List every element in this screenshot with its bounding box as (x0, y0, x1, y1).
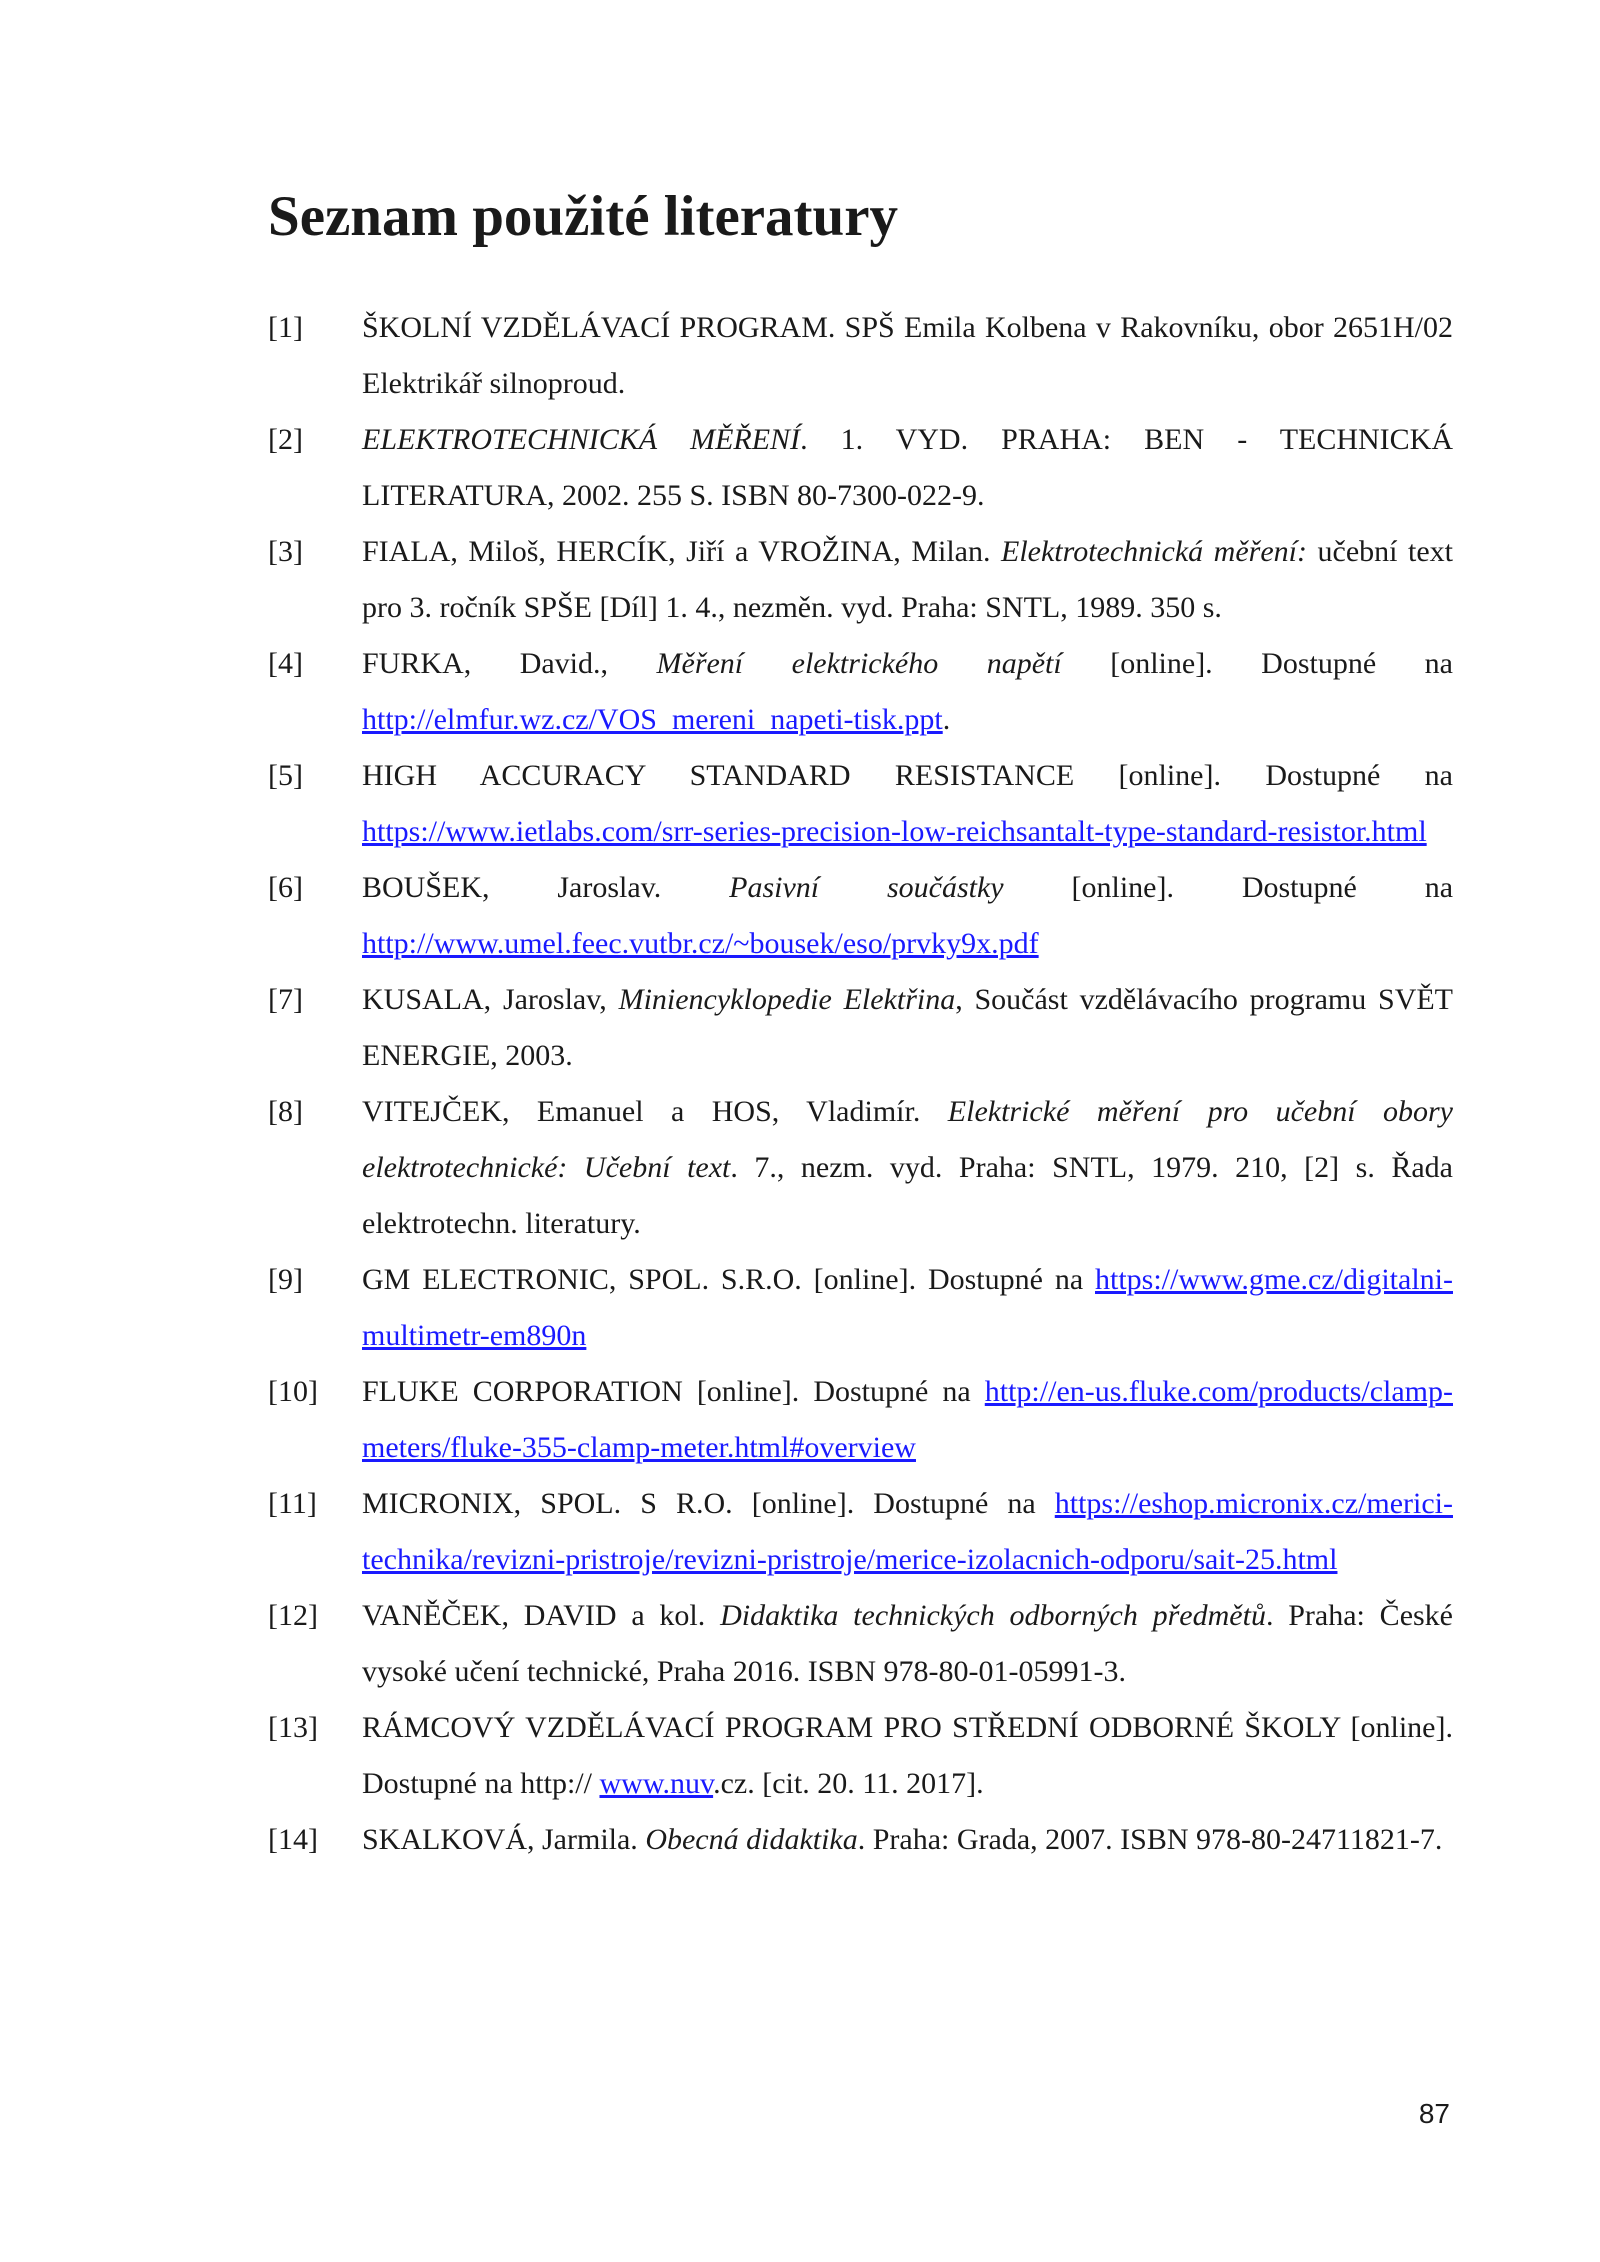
reference-text: HIGH ACCURACY STANDARD RESISTANCE [online]. Dostupné na https://www.ietlabs.com/srr-series-precision-low-reichsantalt-type-standard-resistor.html (362, 759, 1453, 848)
reference-number: [3] (268, 535, 303, 568)
reference-number: [2] (268, 423, 303, 456)
reference-item (268, 636, 1453, 748)
reference-text: ŠKOLNÍ VZDĚLÁVACÍ PROGRAM. SPŠ Emila Kolbena v Rakovníku, obor 2651H/02 Elektrikář silnoproud. (362, 311, 1453, 400)
reference-text: VITEJČEK, Emanuel a HOS, Vladimír. Elektrické měření pro učební obory elektrotechnické: Učební text. 7., nezm. vyd. Praha: SNTL, 1979. 210, [2] s. Řada elektrotechn. literatury. (362, 1095, 1453, 1240)
page-title: Seznam použité literatury (268, 185, 899, 248)
page-number: 87 (1418, 2098, 1450, 2129)
reference-item (268, 524, 1453, 636)
reference-text: FLUKE CORPORATION [online]. Dostupné na http://en-us.fluke.com/products/clamp-meters/fluke-355-clamp-meter.html#overview (362, 1375, 1453, 1464)
reference-link[interactable]: http://en-us.fluke.com/products/clamp-meters/fluke-355-clamp-meter.html#overview (362, 1375, 1453, 1464)
reference-item (268, 1476, 1453, 1588)
reference-item (268, 300, 1453, 412)
reference-number: [12] (268, 1599, 318, 1632)
reference-text: ELEKTROTECHNICKÁ MĚŘENÍ. 1. VYD. PRAHA: BEN - TECHNICKÁ LITERATURA, 2002. 255 S. ISBN 80-7300-022-9. (362, 423, 1454, 512)
reference-text: FURKA, David., Měření elektrického napětí [online]. Dostupné na http://elmfur.wz.cz/VOS_mereni_napeti-tisk.ppt. (362, 647, 1453, 736)
reference-text: GM ELECTRONIC, SPOL. S.R.O. [online]. Dostupné na https://www.gme.cz/digitalni-multimetr-em890n (362, 1263, 1453, 1352)
reference-text: KUSALA, Jaroslav, Miniencyklopedie Elektřina, Součást vzdělávacího programu SVĚT ENERGIE, 2003. (362, 983, 1454, 1072)
reference-item (268, 748, 1453, 860)
reference-item (268, 1700, 1453, 1812)
reference-item (268, 1364, 1453, 1476)
reference-item (268, 412, 1453, 524)
reference-item (268, 1252, 1453, 1364)
reference-number: [4] (268, 647, 303, 680)
reference-item (268, 1084, 1453, 1252)
reference-text: VANĚČEK, DAVID a kol. Didaktika technických odborných předmětů. Praha: České vysoké učení technické, Praha 2016. ISBN 978-80-01-05991-3. (362, 1599, 1453, 1688)
reference-link[interactable]: https://www.ietlabs.com/srr-series-precision-low-reichsantalt-type-standard-resistor.html (362, 815, 1427, 848)
reference-link[interactable]: www.nuv (599, 1767, 714, 1800)
reference-link[interactable]: http://www.umel.feec.vutbr.cz/~bousek/eso/prvky9x.pdf (362, 927, 1039, 960)
reference-text: SKALKOVÁ, Jarmila. Obecná didaktika. Praha: Grada, 2007. ISBN 978-80-24711821-7. (362, 1823, 1443, 1856)
reference-item (268, 1588, 1453, 1700)
reference-item (268, 1812, 1453, 1868)
reference-text: RÁMCOVÝ VZDĚLÁVACÍ PROGRAM PRO STŘEDNÍ ODBORNÉ ŠKOLY [online]. Dostupné na http:// www.nuv.cz. [cit. 20. 11. 2017]. (362, 1711, 1453, 1800)
reference-text: MICRONIX, SPOL. S R.O. [online]. Dostupné na https://eshop.micronix.cz/merici-technika/revizni-pristroje/revizni-pristroje/merice-izolacnich-odporu/sait-25.html (362, 1487, 1453, 1576)
reference-number: [13] (268, 1711, 318, 1744)
reference-text: FIALA, Miloš, HERCÍK, Jiří a VROŽINA, Milan. Elektrotechnická měření: učební text pro 3. ročník SPŠE [Díl] 1. 4., nezměn. vyd. Praha: SNTL, 1989. 350 s. (362, 535, 1453, 624)
reference-number: [7] (268, 983, 303, 1016)
reference-number: [11] (268, 1487, 317, 1520)
reference-number: [5] (268, 759, 303, 792)
reference-number: [8] (268, 1095, 303, 1128)
reference-number: [14] (268, 1823, 318, 1856)
reference-text: BOUŠEK, Jaroslav. Pasivní součástky [online]. Dostupné na http://www.umel.feec.vutbr.cz/~bousek/eso/prvky9x.pdf (362, 871, 1454, 960)
reference-link[interactable]: http://elmfur.wz.cz/VOS_mereni_napeti-tisk.ppt (362, 703, 943, 736)
reference-number: [10] (268, 1375, 318, 1408)
reference-item (268, 972, 1453, 1084)
reference-link[interactable]: https://eshop.micronix.cz/merici-technika/revizni-pristroje/revizni-pristroje/merice-izolacnich-odporu/sait-25.html (362, 1487, 1453, 1576)
reference-item (268, 860, 1453, 972)
reference-list (268, 300, 1453, 1868)
reference-number: [9] (268, 1263, 303, 1296)
reference-number: [1] (268, 311, 303, 344)
reference-link[interactable]: https://www.gme.cz/digitalni-multimetr-em890n (362, 1263, 1453, 1352)
reference-number: [6] (268, 871, 303, 904)
